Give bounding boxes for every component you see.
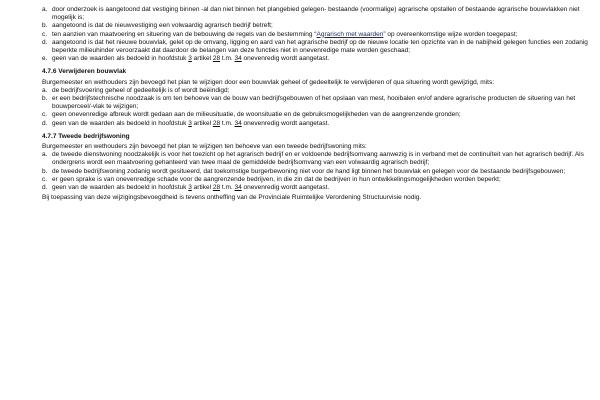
- list-item: [42, 6, 590, 22]
- list-marker: b.: [42, 95, 48, 103]
- section-intro: Burgemeester en wethouders zijn bevoegd het plan te wijzigen ten behoeve van een tweede bedrijfswoning mits:: [42, 143, 367, 151]
- chapter-link[interactable]: 3: [188, 184, 192, 192]
- list-text: onevenredig wordt aangetast.: [241, 184, 330, 192]
- list-marker: c.: [42, 111, 48, 119]
- list-item: [42, 176, 590, 184]
- list-item: [42, 55, 590, 63]
- list-item: [42, 184, 590, 192]
- list-marker: a.: [42, 6, 48, 13]
- list-item: [42, 87, 590, 95]
- list-text: t.m.: [220, 184, 235, 192]
- list-text: de tweede bedrijfswoning zodanig wordt gesitueerd, dat toekomstige burgerbewoning niet voor de hand ligt binnen het bouwvlak en gelegen voor de bestaande bedrijfsgebouwen;: [52, 167, 566, 175]
- list-text: geen van de waarden als bedoeld in hoofdstuk: [52, 184, 189, 192]
- zoning-link[interactable]: Agrarisch met waarden: [316, 30, 384, 38]
- list-text: geen van de waarden als bedoeld in hoofdstuk: [52, 55, 189, 63]
- article-link[interactable]: 34: [234, 119, 242, 127]
- chapter-link[interactable]: 3: [188, 119, 192, 127]
- article-link[interactable]: 34: [234, 184, 242, 192]
- list-marker: a.: [42, 86, 48, 94]
- list-text: aangetoond is dat het nieuwe bouwvlak, gelet op de omvang, ligging en aard van het agrarische bedrijf op de nieuwe locatie ten opzichte van in de nabijheid gelegen functies een zodanig beperkte milieuhinder veroorzaakt dat daardoor de belangen van deze functies niet in onevenredige mate worden geschaad;: [52, 38, 588, 55]
- list-item: [42, 120, 590, 128]
- section-intro: Burgemeester en wethouders zijn bevoegd het plan te wijzigen door een bouwvlak geheel of gedeeltelijk te verwijderen of qua situering wordt gewijzigd, mits:: [42, 78, 495, 86]
- list-text: de bedrijfsvoering geheel of gedeeltelijk is of wordt beëindigd;: [52, 86, 230, 94]
- list-text: artikel: [191, 119, 213, 127]
- list-text: de tweede dienstwoning noodzakelijk is voor het toezicht op het agrarisch bedrijf en er voldoende bedrijfsomvang aanwezig is in verband met de continuïteit van het agrarisch bedrijf. Als ondergrens wordt een maatvoering gehanteerd van twee maal de gemiddelde bedrijfsomvang van een volwaardig agrarisch bedrijf;: [52, 151, 584, 167]
- list-text: artikel: [191, 184, 213, 192]
- list-marker: e.: [42, 55, 48, 63]
- list-marker: b.: [42, 22, 48, 30]
- section-heading: 4.7.6 Verwijderen bouwvlak: [42, 68, 127, 76]
- article-link[interactable]: 28: [212, 119, 221, 127]
- list-text: artikel: [191, 55, 213, 63]
- list-item: [42, 111, 590, 119]
- section-a-list: [42, 6, 590, 63]
- list-item: [42, 168, 590, 176]
- section-476-list: [42, 87, 590, 128]
- list-item: [42, 151, 590, 167]
- article-link[interactable]: 28: [212, 55, 221, 63]
- list-marker: c.: [42, 175, 48, 183]
- list-item: [42, 22, 590, 30]
- list-text: ten aanzien van maatvoering en situering van de bebouwing de regels van de bestemming “: [52, 30, 317, 38]
- article-link[interactable]: 28: [212, 184, 221, 192]
- list-text: t.m.: [220, 55, 235, 63]
- list-marker: a.: [42, 151, 48, 159]
- list-item: [42, 39, 590, 55]
- list-text: er een bedrijfstechnische noodzaak is om ten behoeve van de bouw van bedrijfsgebouwen of het opslaan van mest, hooibalen en/of andere agrarische producten de situering van het bouwperceel/-vlak te wijzigen;: [52, 95, 576, 111]
- chapter-link[interactable]: 3: [188, 55, 192, 63]
- list-marker: b.: [42, 167, 48, 175]
- list-text: door onderzoek is aangetoond dat vestiging binnen -al dan niet binnen het plangebied gelegen- bestaande (voormalige) agrarische opstallen of bestaande agrarische bouwvlakken niet mogelijk is;: [52, 6, 580, 22]
- list-marker: c.: [42, 30, 48, 38]
- closing-paragraph: Bij toepassing van deze wijzigingsbevoegdheid is tevens ontheffing van de Provinciale Ruimtelijke Verordening Structuurvisie nodig.: [42, 194, 422, 202]
- section-477-list: [42, 151, 590, 192]
- list-text: geen van de waarden als bedoeld in hoofdstuk: [52, 119, 189, 127]
- list-text: onevenredig wordt aangetast.: [241, 55, 330, 63]
- list-text: t.m.: [220, 119, 235, 127]
- list-item: [42, 31, 590, 39]
- article-link[interactable]: 34: [234, 55, 242, 63]
- list-marker: d.: [42, 184, 48, 192]
- list-text: onevenredig wordt aangetast.: [241, 119, 330, 127]
- list-marker: d.: [42, 119, 48, 127]
- section-heading: 4.7.7 Tweede bedrijfswoning: [42, 132, 130, 140]
- list-text: geen onevenredige afbreuk wordt gedaan aan de milieusituatie, de woonsituatie en de gebruiksmogelijkheden van de aangrenzende gronden;: [52, 111, 461, 119]
- list-item: [42, 95, 590, 111]
- list-text: er geen sprake is van onevenredige schade voor de aangrenzende bedrijven, in die zin dat de bedrijven in hun ontwikkelingsmogelijkheden worden beperkt;: [52, 175, 501, 183]
- document-page: [42, 6, 590, 202]
- list-text: aangetoond is dat de nieuwvestiging een volwaardig agrarisch bedrijf betreft;: [52, 22, 273, 30]
- list-text: ” op overeenkomstige wijze worden toegepast;: [383, 30, 518, 38]
- list-marker: d.: [42, 38, 48, 46]
